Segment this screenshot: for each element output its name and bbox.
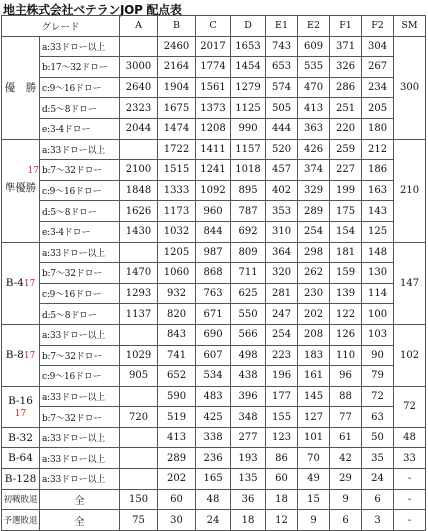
- table-row: [2, 366, 426, 387]
- points-value: 63: [362, 407, 394, 428]
- points-value: 150: [120, 489, 158, 510]
- points-value: 165: [196, 469, 231, 490]
- points-value: 741: [158, 345, 196, 366]
- points-value: 100: [362, 304, 394, 325]
- table-row: [2, 263, 426, 284]
- header-col: C: [196, 16, 231, 37]
- points-value: 281: [266, 283, 298, 304]
- points-value: [120, 427, 158, 448]
- points-value: 29: [330, 469, 362, 490]
- points-value: 711: [231, 263, 266, 284]
- sm-value: 72: [394, 386, 426, 427]
- points-value: 1515: [158, 160, 196, 181]
- points-value: 289: [298, 201, 330, 222]
- points-value: 88: [330, 386, 362, 407]
- table-row: [2, 160, 426, 181]
- grade-label: b:7～32ドロー: [40, 263, 120, 284]
- points-value: 743: [266, 36, 298, 57]
- points-value: 326: [330, 57, 362, 78]
- points-value: 1018: [231, 160, 266, 181]
- points-value: 181: [330, 242, 362, 263]
- table-row: [2, 57, 426, 78]
- points-value: 298: [298, 242, 330, 263]
- class-label-champion: [2, 36, 40, 139]
- table-row: [2, 283, 426, 304]
- points-value: 254: [266, 324, 298, 345]
- points-value: 1626: [120, 201, 158, 222]
- grade-label: d:5～8ドロー: [40, 304, 120, 325]
- points-value: 148: [362, 242, 394, 263]
- points-value: 103: [362, 324, 394, 345]
- points-value: 42: [330, 448, 362, 469]
- points-value: 220: [330, 118, 362, 139]
- points-value: 426: [298, 139, 330, 160]
- class-label-b32: B-32: [2, 427, 40, 448]
- points-value: 690: [196, 324, 231, 345]
- points-value: 1454: [231, 57, 266, 78]
- grade-label: a:33ドロー以上: [40, 139, 120, 160]
- points-value: 505: [266, 98, 298, 119]
- header-grade: グレード: [2, 16, 120, 37]
- grade-label: b:7～32ドロー: [40, 407, 120, 428]
- table-row: [2, 242, 426, 263]
- points-value: 177: [266, 386, 298, 407]
- points-value: [120, 448, 158, 469]
- points-value: 159: [330, 263, 362, 284]
- points-value: 61: [330, 427, 362, 448]
- points-value: 234: [362, 77, 394, 98]
- points-value: 519: [158, 407, 196, 428]
- points-value: 329: [298, 180, 330, 201]
- points-value: 960: [196, 201, 231, 222]
- points-value: 1411: [196, 139, 231, 160]
- points-value: 809: [231, 242, 266, 263]
- points-value: 844: [196, 221, 231, 242]
- points-value: 987: [196, 242, 231, 263]
- points-value: 1208: [196, 118, 231, 139]
- points-value: 413: [158, 427, 196, 448]
- points-value: 143: [362, 201, 394, 222]
- points-value: 438: [231, 366, 266, 387]
- points-value: 574: [266, 77, 298, 98]
- points-value: 72: [362, 386, 394, 407]
- sm-value: -: [394, 469, 426, 490]
- points-value: 122: [330, 304, 362, 325]
- points-value: 1060: [158, 263, 196, 284]
- points-value: 364: [266, 242, 298, 263]
- header-col: A: [120, 16, 158, 37]
- table-row: [2, 469, 426, 490]
- points-value: 607: [196, 345, 231, 366]
- points-value: 609: [298, 36, 330, 57]
- points-table: [1, 15, 426, 531]
- sm-value: -: [394, 510, 426, 531]
- grade-label: 全: [40, 510, 120, 531]
- points-value: 720: [120, 407, 158, 428]
- table-row: [2, 36, 426, 57]
- points-value: 70: [298, 448, 330, 469]
- points-value: 163: [362, 180, 394, 201]
- points-value: 1722: [158, 139, 196, 160]
- points-value: 905: [120, 366, 158, 387]
- points-value: 2044: [120, 118, 158, 139]
- points-value: 18: [231, 510, 266, 531]
- class-label-b4: [2, 242, 40, 324]
- points-value: 843: [158, 324, 196, 345]
- points-value: 1092: [196, 180, 231, 201]
- sm-value: -: [394, 489, 426, 510]
- points-value: 1241: [196, 160, 231, 181]
- points-value: 363: [298, 118, 330, 139]
- points-value: 180: [362, 118, 394, 139]
- points-value: 652: [158, 366, 196, 387]
- points-value: 205: [362, 98, 394, 119]
- points-value: 2100: [120, 160, 158, 181]
- table-row: [2, 304, 426, 325]
- class-label-qual_round: 予選敗退: [2, 510, 40, 531]
- points-value: 990: [231, 118, 266, 139]
- points-value: 127: [298, 407, 330, 428]
- sm-value: 48: [394, 427, 426, 448]
- sm-value: 300: [394, 36, 426, 139]
- points-value: 161: [298, 366, 330, 387]
- points-value: 1029: [120, 345, 158, 366]
- class-label-runnerup: [2, 139, 40, 242]
- points-value: 457: [266, 160, 298, 181]
- table-row: [2, 139, 426, 160]
- points-value: 534: [196, 366, 231, 387]
- points-value: 653: [266, 57, 298, 78]
- points-value: 535: [298, 57, 330, 78]
- points-value: 1173: [158, 201, 196, 222]
- points-value: [120, 242, 158, 263]
- grade-label: c:9～16ドロー: [40, 180, 120, 201]
- points-value: 1470: [120, 263, 158, 284]
- points-value: 402: [266, 180, 298, 201]
- points-value: 820: [158, 304, 196, 325]
- points-value: 3000: [120, 57, 158, 78]
- points-value: 1125: [231, 98, 266, 119]
- points-value: 49: [298, 469, 330, 490]
- points-value: 126: [330, 324, 362, 345]
- class-label-first_round: 初戦敗退: [2, 489, 40, 510]
- points-value: 1904: [158, 77, 196, 98]
- points-value: 155: [266, 407, 298, 428]
- points-value: 186: [362, 160, 394, 181]
- seed-mark: 17: [23, 351, 36, 362]
- grade-label: 全: [40, 489, 120, 510]
- points-value: [120, 386, 158, 407]
- header-col: E2: [298, 16, 330, 37]
- grade-label: c:9～16ドロー: [40, 366, 120, 387]
- points-value: 1032: [158, 221, 196, 242]
- grade-label: b:7～32ドロー: [40, 160, 120, 181]
- points-value: 763: [196, 283, 231, 304]
- points-value: 259: [330, 139, 362, 160]
- header-col: B: [158, 16, 196, 37]
- grade-label: a:33ドロー以上: [40, 469, 120, 490]
- table-row: [2, 77, 426, 98]
- grade-label: e:3-4ドロー: [40, 118, 120, 139]
- points-value: 18: [266, 489, 298, 510]
- points-value: 125: [362, 221, 394, 242]
- points-value: 230: [298, 283, 330, 304]
- class-label-b64: B-64: [2, 448, 40, 469]
- points-value: 79: [362, 366, 394, 387]
- points-value: 1774: [196, 57, 231, 78]
- points-value: 2017: [196, 36, 231, 57]
- grade-label: a:33ドロー以上: [40, 324, 120, 345]
- points-value: 1279: [231, 77, 266, 98]
- points-value: 1675: [158, 98, 196, 119]
- points-value: 1474: [158, 118, 196, 139]
- points-value: 130: [362, 263, 394, 284]
- points-value: 101: [298, 427, 330, 448]
- points-value: 36: [231, 489, 266, 510]
- points-value: 251: [330, 98, 362, 119]
- points-value: 262: [298, 263, 330, 284]
- table-row: [2, 510, 426, 531]
- table-row: [2, 324, 426, 345]
- class-label-b16: [2, 386, 40, 427]
- seed-mark: 17: [23, 279, 36, 290]
- points-value: [120, 36, 158, 57]
- points-value: 413: [298, 98, 330, 119]
- table-row: [2, 489, 426, 510]
- points-value: 868: [196, 263, 231, 284]
- class-label-b128: B-128: [2, 469, 40, 490]
- points-value: 227: [330, 160, 362, 181]
- points-value: 3: [362, 510, 394, 531]
- points-value: 550: [231, 304, 266, 325]
- points-value: 77: [330, 407, 362, 428]
- points-value: 24: [196, 510, 231, 531]
- points-value: 1561: [196, 77, 231, 98]
- points-value: 75: [120, 510, 158, 531]
- points-value: 110: [330, 345, 362, 366]
- points-value: 135: [231, 469, 266, 490]
- points-value: 267: [362, 57, 394, 78]
- page-title: 地主株式会社ベテランJOP 配点表: [3, 3, 182, 17]
- points-value: 145: [298, 386, 330, 407]
- points-value: 2640: [120, 77, 158, 98]
- points-value: 199: [330, 180, 362, 201]
- table-row: [2, 180, 426, 201]
- points-value: 48: [196, 489, 231, 510]
- points-value: 90: [362, 345, 394, 366]
- points-value: 202: [158, 469, 196, 490]
- points-value: 310: [266, 221, 298, 242]
- points-value: 183: [298, 345, 330, 366]
- points-value: 692: [231, 221, 266, 242]
- header-col: F1: [330, 16, 362, 37]
- sm-value: 210: [394, 139, 426, 242]
- sm-value: 33: [394, 448, 426, 469]
- points-value: 1373: [196, 98, 231, 119]
- points-value: 193: [231, 448, 266, 469]
- points-value: 9: [298, 510, 330, 531]
- grade-label: a:33ドロー以上: [40, 386, 120, 407]
- grade-label: e:3-4ドロー: [40, 221, 120, 242]
- grade-label: a:33ドロー以上: [40, 448, 120, 469]
- points-value: 338: [196, 427, 231, 448]
- class-name: B-16: [8, 394, 33, 407]
- points-value: 498: [231, 345, 266, 366]
- points-value: 60: [266, 469, 298, 490]
- points-value: 86: [266, 448, 298, 469]
- points-value: 50: [362, 427, 394, 448]
- points-value: 35: [362, 448, 394, 469]
- header-row: [2, 16, 426, 37]
- points-value: [120, 324, 158, 345]
- points-value: 590: [158, 386, 196, 407]
- points-value: 1137: [120, 304, 158, 325]
- points-value: 320: [266, 263, 298, 284]
- points-value: 114: [362, 283, 394, 304]
- points-value: 2164: [158, 57, 196, 78]
- points-value: 353: [266, 201, 298, 222]
- points-value: 396: [231, 386, 266, 407]
- points-value: 2323: [120, 98, 158, 119]
- points-value: 520: [266, 139, 298, 160]
- points-value: 444: [266, 118, 298, 139]
- points-value: [120, 469, 158, 490]
- sm-value: 102: [394, 324, 426, 386]
- points-value: 9: [330, 489, 362, 510]
- sm-value: 147: [394, 242, 426, 324]
- header-col: D: [231, 16, 266, 37]
- grade-label: b:7～32ドロー: [40, 345, 120, 366]
- table-row: [2, 201, 426, 222]
- points-value: 139: [330, 283, 362, 304]
- points-value: 154: [330, 221, 362, 242]
- table-row: [2, 345, 426, 366]
- header-col: SM: [394, 16, 426, 37]
- points-value: 304: [362, 36, 394, 57]
- table-row: [2, 98, 426, 119]
- points-value: 175: [330, 201, 362, 222]
- points-value: 223: [266, 345, 298, 366]
- points-value: 470: [298, 77, 330, 98]
- seed-mark: 17: [27, 166, 39, 177]
- points-value: 374: [298, 160, 330, 181]
- points-value: 2460: [158, 36, 196, 57]
- table-row: [2, 407, 426, 428]
- points-value: 1157: [231, 139, 266, 160]
- seed-mark: 17: [14, 408, 27, 419]
- points-value: [120, 139, 158, 160]
- points-value: 289: [158, 448, 196, 469]
- class-name: 準優勝: [4, 182, 37, 195]
- table-row: [2, 386, 426, 407]
- grade-label: a:33ドロー以上: [40, 242, 120, 263]
- grade-label: a:33ドロー以上: [40, 427, 120, 448]
- header-col: E1: [266, 16, 298, 37]
- grade-label: d:5～8ドロー: [40, 98, 120, 119]
- points-value: 1430: [120, 221, 158, 242]
- points-value: 254: [298, 221, 330, 242]
- points-value: 286: [330, 77, 362, 98]
- points-value: 96: [330, 366, 362, 387]
- points-value: 348: [231, 407, 266, 428]
- points-value: 1205: [158, 242, 196, 263]
- points-value: 1848: [120, 180, 158, 201]
- points-value: 787: [231, 201, 266, 222]
- points-value: 425: [196, 407, 231, 428]
- points-value: 24: [362, 469, 394, 490]
- class-name: B-4: [5, 277, 24, 290]
- points-value: 625: [231, 283, 266, 304]
- points-value: 12: [266, 510, 298, 531]
- grade-label: c:9～16ドロー: [40, 77, 120, 98]
- points-value: 30: [158, 510, 196, 531]
- points-value: 208: [298, 324, 330, 345]
- points-value: 483: [196, 386, 231, 407]
- points-value: 6: [330, 510, 362, 531]
- points-value: 371: [330, 36, 362, 57]
- points-value: 60: [158, 489, 196, 510]
- points-value: 15: [298, 489, 330, 510]
- class-label-b8: [2, 324, 40, 386]
- grade-label: b:17～32ドロー: [40, 57, 120, 78]
- table-row: [2, 221, 426, 242]
- header-col: F2: [362, 16, 394, 37]
- points-value: 236: [196, 448, 231, 469]
- points-value: 1293: [120, 283, 158, 304]
- points-value: 202: [298, 304, 330, 325]
- table-row: [2, 427, 426, 448]
- table-row: [2, 448, 426, 469]
- table-row: [2, 118, 426, 139]
- points-value: 566: [231, 324, 266, 345]
- points-value: 212: [362, 139, 394, 160]
- points-value: 671: [196, 304, 231, 325]
- points-value: 895: [231, 180, 266, 201]
- points-value: 1333: [158, 180, 196, 201]
- grade-label: d:5～8ドロー: [40, 201, 120, 222]
- points-value: 6: [362, 489, 394, 510]
- points-value: 247: [266, 304, 298, 325]
- points-value: 1653: [231, 36, 266, 57]
- points-value: 123: [266, 427, 298, 448]
- class-name: B-8: [5, 349, 24, 362]
- points-value: 277: [231, 427, 266, 448]
- grade-label: c:9～16ドロー: [40, 283, 120, 304]
- points-value: 932: [158, 283, 196, 304]
- grade-label: a:33ドロー以上: [40, 36, 120, 57]
- class-name: 優 勝: [4, 82, 37, 95]
- points-value: 196: [266, 366, 298, 387]
